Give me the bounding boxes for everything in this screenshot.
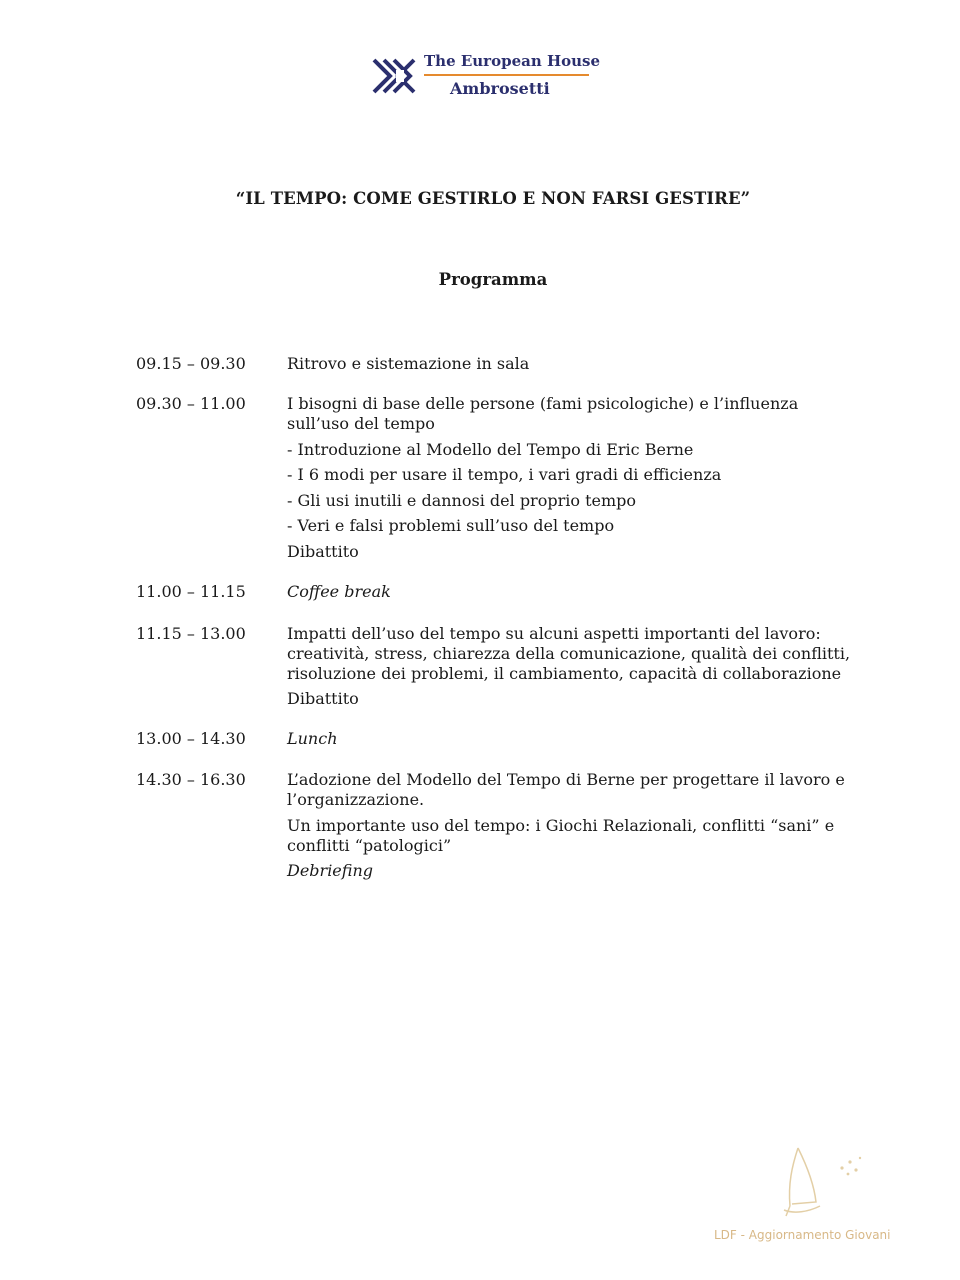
sailboat-icon — [776, 1140, 876, 1222]
agenda-content — [287, 729, 852, 749]
document-subtitle: Programma — [438, 270, 548, 289]
agenda-line: Debriefing — [287, 861, 373, 880]
agenda-line: - Introduzione al Modello del Tempo di Eric Berne — [287, 439, 694, 459]
agenda-content — [287, 582, 852, 602]
agenda-time: 11.00 – 11.15 — [136, 581, 246, 601]
agenda-time: 09.15 – 09.30 — [136, 354, 246, 373]
agenda-line: Dibattito — [287, 541, 359, 561]
agenda-row — [136, 394, 856, 562]
agenda-row — [136, 729, 856, 749]
agenda-content — [287, 624, 852, 710]
logo-text-line2: Ambrosetti — [450, 79, 550, 98]
agenda-time: 13.00 – 14.30 — [136, 729, 246, 748]
agenda — [136, 354, 856, 881]
agenda-line: I bisogni di base delle persone (fami psicologiche) e l’influenza sull’uso del tempo — [287, 394, 799, 433]
agenda-line: - Veri e falsi problemi sull’uso del tempo — [287, 516, 615, 535]
agenda-line: L’adozione del Modello del Tempo di Berne per progettare il lavoro e l’organizzazione. — [287, 770, 845, 809]
agenda-line: - I 6 modi per usare il tempo, i vari gradi di efficienza — [287, 465, 722, 484]
agenda-row — [136, 582, 856, 602]
agenda-content — [287, 770, 852, 881]
logo-mark-icon — [370, 56, 418, 96]
agenda-line: - Gli usi inutili e dannosi del proprio tempo — [287, 490, 637, 510]
agenda-line: Un importante uso del tempo: i Giochi Relazionali, conflitti “sani” e conflitti “patologici” — [287, 815, 835, 855]
agenda-line: Dibattito — [287, 689, 359, 708]
agenda-row — [136, 770, 856, 881]
agenda-line: Impatti dell’uso del tempo su alcuni aspetti importanti del lavoro: creatività, stress, chiarezza della comunicazione, qualità dei conflitti, risoluzione dei problemi, il cambiamento, capacità di collaborazione — [287, 623, 851, 683]
footer-brand — [700, 1140, 930, 1250]
document-title: “IL TEMPO: COME GESTIRLO E NON FARSI GESTIRE” — [235, 189, 751, 208]
agenda-row — [136, 624, 856, 710]
agenda-line: Coffee break — [287, 581, 391, 601]
agenda-row — [136, 354, 856, 374]
agenda-time: 14.30 – 16.30 — [136, 770, 246, 789]
agenda-line: Ritrovo e sistemazione in sala — [287, 354, 530, 373]
agenda-content — [287, 354, 852, 374]
company-logo — [370, 50, 600, 102]
agenda-line: Lunch — [287, 729, 338, 748]
agenda-content — [287, 394, 852, 562]
footer-text: LDF - Aggiornamento Giovani — [714, 1228, 891, 1242]
agenda-time: 11.15 – 13.00 — [136, 623, 246, 643]
logo-text-line1: The European House — [424, 52, 601, 70]
logo-divider — [424, 74, 589, 76]
agenda-time: 09.30 – 11.00 — [136, 394, 246, 413]
